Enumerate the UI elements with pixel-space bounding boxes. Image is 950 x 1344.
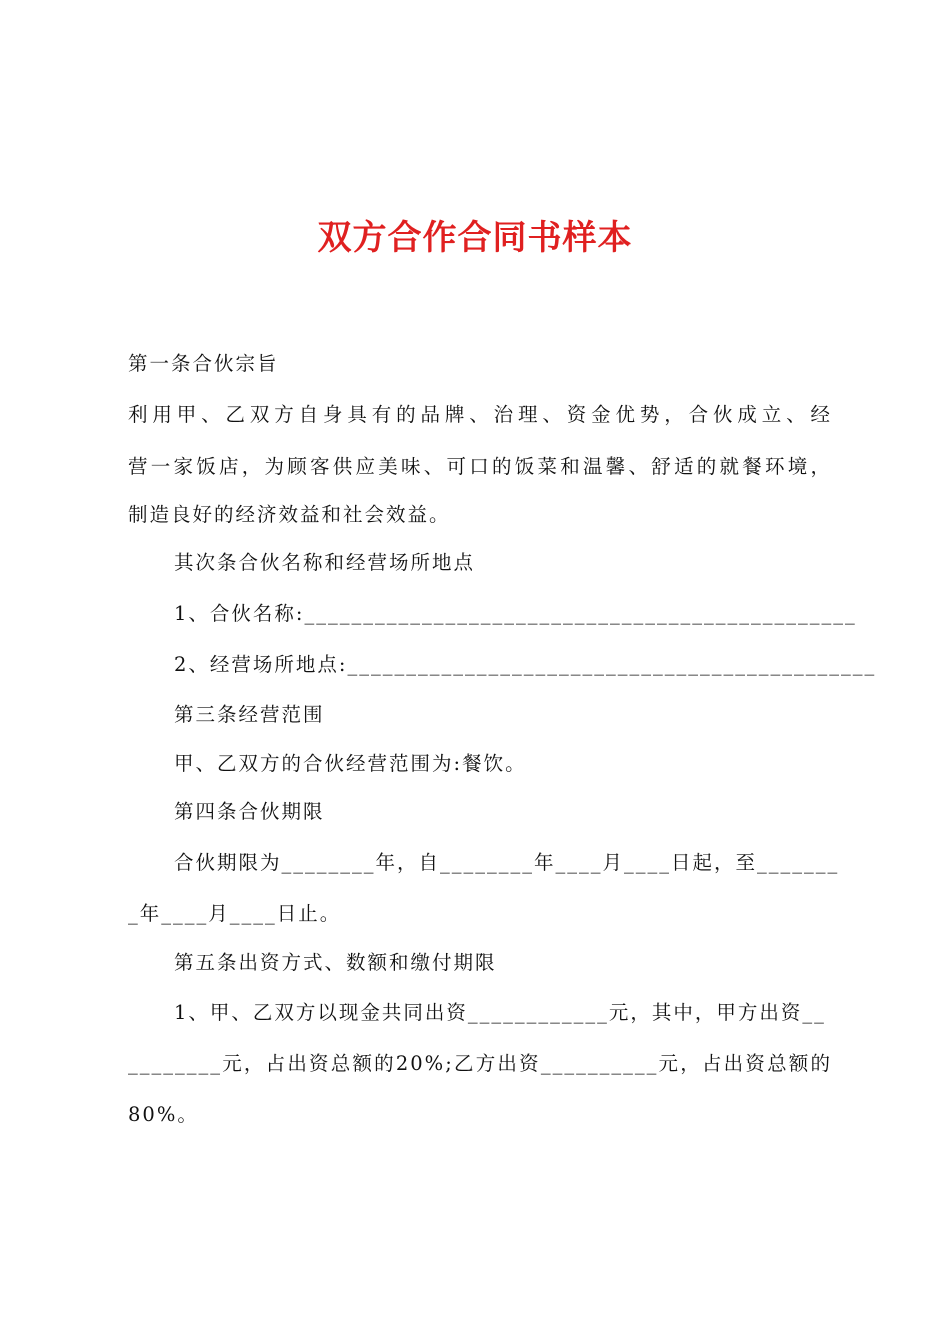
document-title: 双方合作合同书样本 xyxy=(317,218,633,258)
article-1-text-line-2: 营一家饭店，为顾客供应美味、可口的饭菜和温馨、舒适的就餐环境， xyxy=(128,455,832,478)
business-address-field: 2、经营场所地点:_____________________________________________ xyxy=(174,653,877,676)
article-5-heading: 第五条出资方式、数额和缴付期限 xyxy=(174,951,497,974)
article-1-text-line-3: 制造良好的经济效益和社会效益。 xyxy=(128,503,451,526)
capital-text-line-3: 80%。 xyxy=(128,1103,199,1126)
article-1-heading: 第一条合伙宗旨 xyxy=(128,352,279,375)
partnership-name-field: 1、合伙名称:_______________________________________________ xyxy=(174,602,857,625)
business-scope-text: 甲、乙双方的合伙经营范围为:餐饮。 xyxy=(174,752,527,775)
capital-text-line-2: ________元，占出资总额的20%;乙方出资__________元，占出资总额的 xyxy=(128,1052,832,1075)
term-text-line-1: 合伙期限为________年，自________年____月____日起，至_______ xyxy=(174,851,840,874)
article-1-text-line-1: 利用甲、乙双方自身具有的品牌、治理、资金优势，合伙成立、经 xyxy=(128,403,832,426)
article-4-heading: 第四条合伙期限 xyxy=(174,800,325,823)
article-2-heading: 其次条合伙名称和经营场所地点 xyxy=(174,551,476,574)
term-text-line-2: _年____月____日止。 xyxy=(128,902,342,925)
capital-text-line-1: 1、甲、乙双方以现金共同出资____________元，其中，甲方出资__ xyxy=(174,1001,826,1024)
article-3-heading: 第三条经营范围 xyxy=(174,703,325,726)
